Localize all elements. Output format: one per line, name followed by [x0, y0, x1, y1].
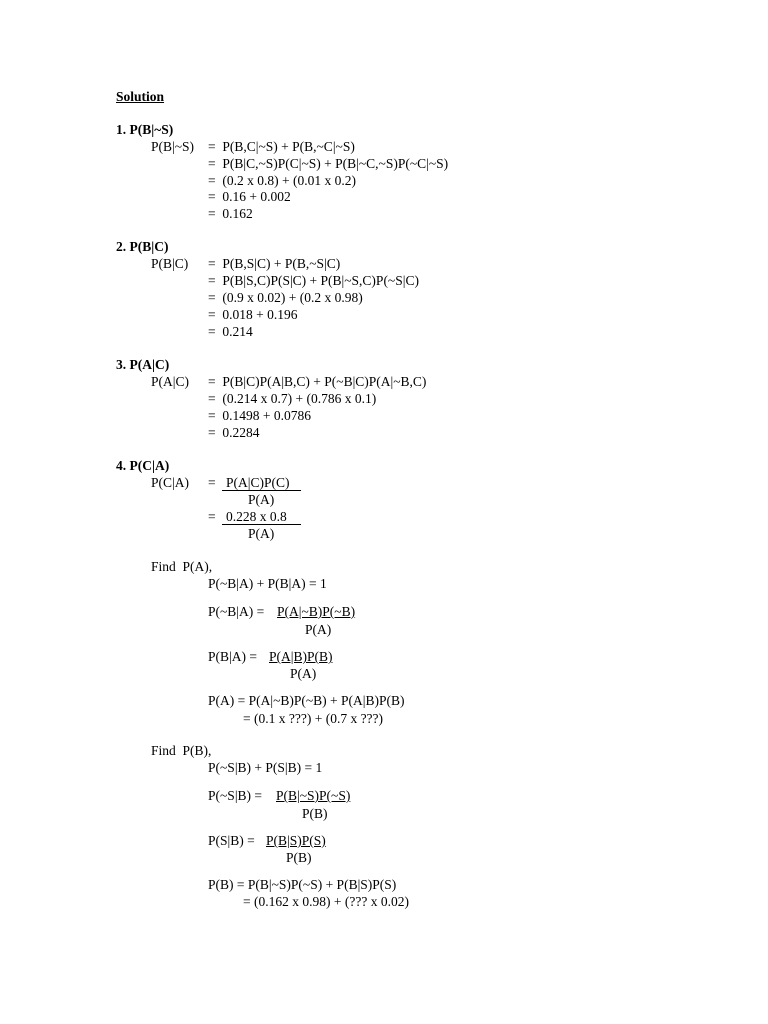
section-1-row: = 0.16 + 0.002 [208, 189, 291, 204]
section-2-row: = 0.018 + 0.196 [208, 307, 298, 322]
fraction-numerator: 0.228 x 0.8 [226, 509, 287, 524]
section-3-lhs: P(A|C) [151, 374, 189, 389]
fraction-denominator: P(B) [286, 850, 312, 865]
fraction-numerator: P(B|S)P(S) [266, 833, 326, 848]
fraction-denominator: P(A) [248, 492, 275, 507]
section-4-heading: 4. P(C|A) [116, 458, 170, 473]
section-1-row: = 0.162 [208, 206, 253, 221]
section-2-row: = (0.9 x 0.02) + (0.2 x 0.98) [208, 290, 363, 305]
fraction-denominator: P(A) [290, 666, 317, 681]
fraction-numerator: P(A|~B)P(~B) [277, 604, 356, 619]
find-p-a-line: P(A) = P(A|~B)P(~B) + P(A|B)P(B) [208, 693, 405, 708]
section-2-row: = 0.214 [208, 324, 253, 339]
find-p-b-fraction-lhs: P(S|B) = [208, 833, 259, 848]
equals-sign: = [208, 475, 216, 490]
find-p-a-fraction-lhs: P(~B|A) = [208, 604, 268, 619]
fraction-numerator: P(A|B)P(B) [269, 649, 333, 664]
find-p-a-fraction-lhs: P(B|A) = [208, 649, 261, 664]
section-1-lhs: P(B|~S) [151, 139, 195, 154]
find-p-a-line: P(~B|A) + P(B|A) = 1 [208, 576, 327, 591]
solution-title: Solution [116, 89, 165, 104]
fraction-denominator: P(A) [248, 526, 275, 541]
section-1-row: = P(B|C,~S)P(C|~S) + P(B|~C,~S)P(~C|~S) [208, 156, 449, 171]
fraction-denominator: P(A) [305, 622, 332, 637]
section-1-row: = P(B,C|~S) + P(B,~C|~S) [208, 139, 355, 154]
find-p-a-line: = (0.1 x ???) + (0.7 x ???) [243, 711, 384, 726]
equals-sign: = [208, 509, 216, 524]
section-4-lhs: P(C|A) [151, 475, 189, 490]
section-2-lhs: P(B|C) [151, 256, 189, 271]
section-3-row: = 0.1498 + 0.0786 [208, 408, 311, 423]
section-1-heading: 1. P(B|~S) [116, 122, 174, 137]
find-p-b-line: = (0.162 x 0.98) + (??? x 0.02) [243, 894, 409, 909]
section-2-heading: 2. P(B|C) [116, 239, 169, 254]
find-p-b-line: P(~S|B) + P(S|B) = 1 [208, 760, 323, 775]
section-1-row: = (0.2 x 0.8) + (0.01 x 0.2) [208, 173, 356, 188]
fraction-numerator: P(B|~S)P(~S) [276, 788, 351, 803]
section-3-row: = P(B|C)P(A|B,C) + P(~B|C)P(A|~B,C) [208, 374, 427, 389]
section-2-row: = P(B,S|C) + P(B,~S|C) [208, 256, 341, 271]
fraction-denominator: P(B) [302, 806, 328, 821]
section-2-row: = P(B|S,C)P(S|C) + P(B|~S,C)P(~S|C) [208, 273, 419, 288]
find-p-b-line: P(B) = P(B|~S)P(~S) + P(B|S)P(S) [208, 877, 397, 892]
find-p-a-label: Find P(A), [151, 559, 213, 574]
find-p-b-label: Find P(B), [151, 743, 212, 758]
fraction-numerator: P(A|C)P(C) [226, 475, 290, 490]
section-3-heading: 3. P(A|C) [116, 357, 170, 372]
section-3-row: = 0.2284 [208, 425, 260, 440]
section-3-row: = (0.214 x 0.7) + (0.786 x 0.1) [208, 391, 377, 406]
find-p-b-fraction-lhs: P(~S|B) = [208, 788, 266, 803]
